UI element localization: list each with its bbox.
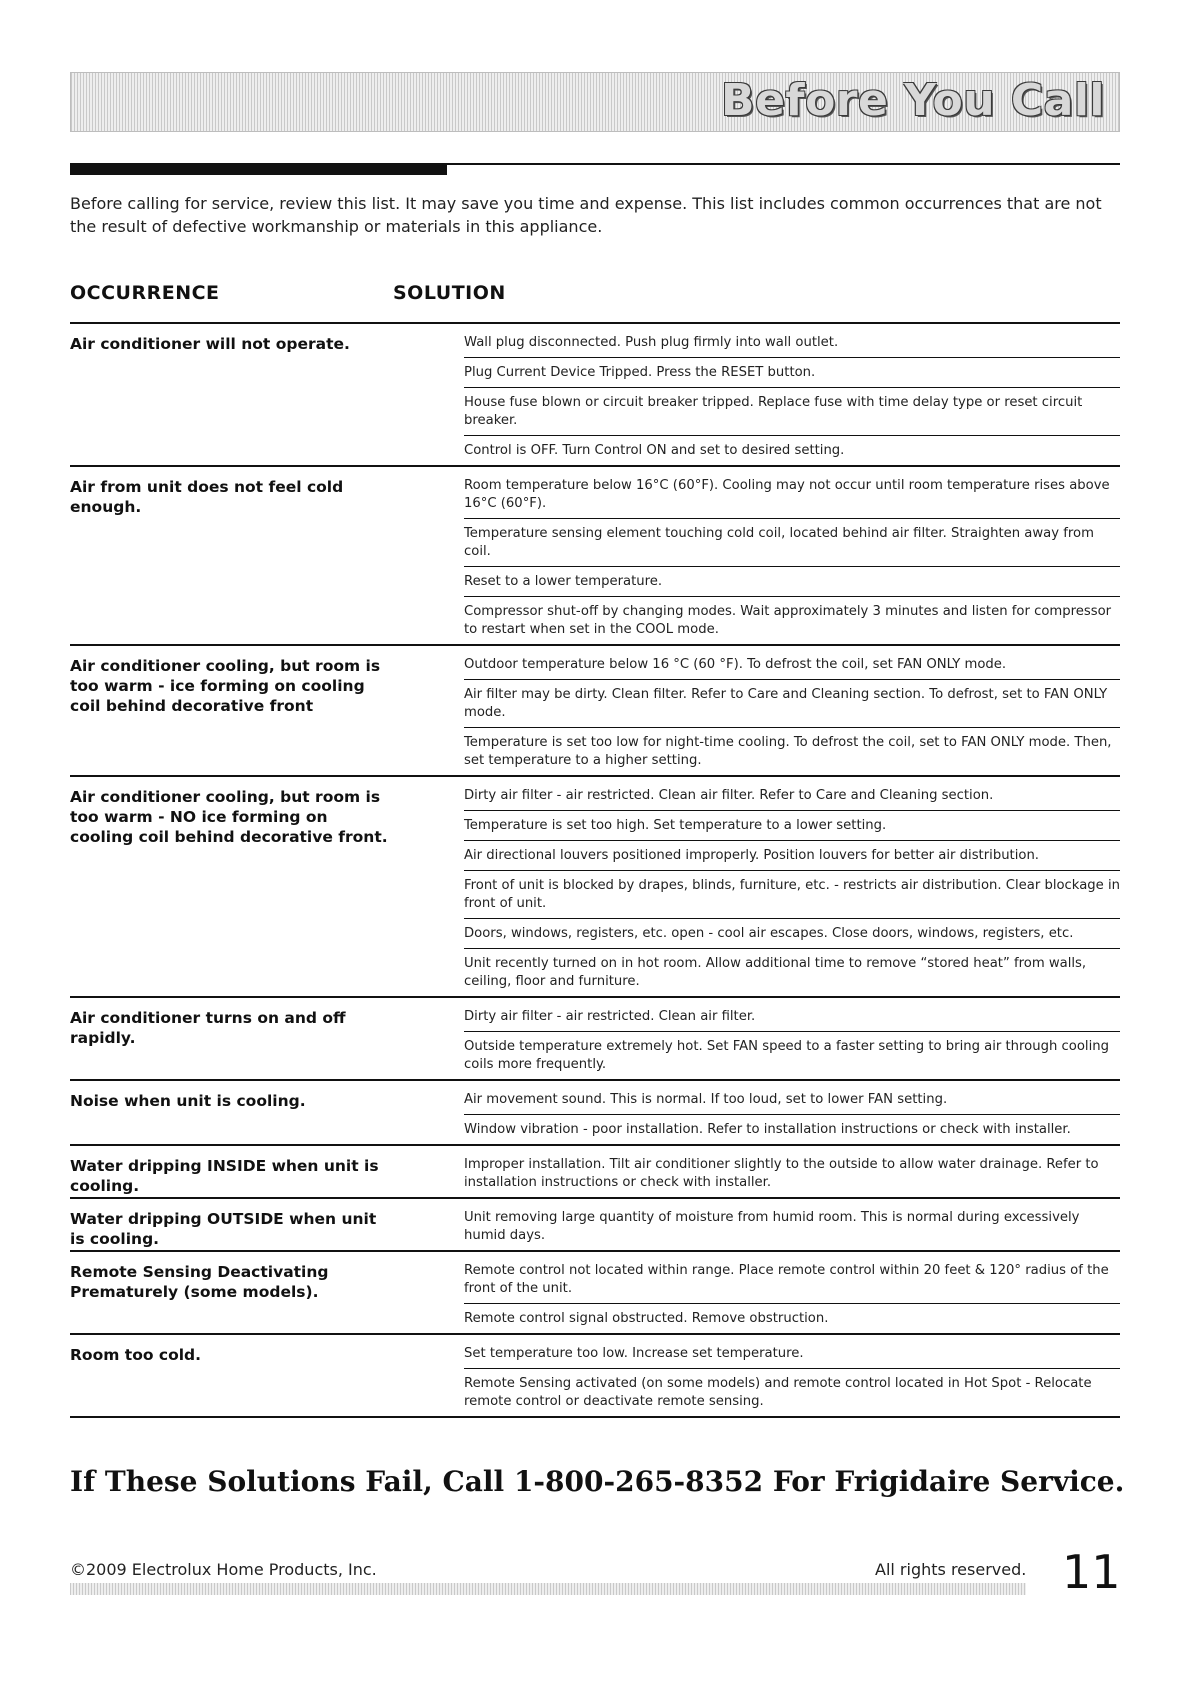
solution-item: Window vibration - poor installation. Refer to installation instructions or check with installer. (464, 1114, 1120, 1144)
page-number: 11 (1062, 1545, 1121, 1599)
solution-item: Improper installation. Tilt air conditioner slightly to the outside to allow water drainage. Refer to installation instructions or check with installer. (464, 1157, 1099, 1190)
occurrence-cell: Water dripping INSIDE when unit is cooling. (70, 1157, 379, 1195)
intro-paragraph: Before calling for service, review this list. It may save you time and expense. This list includes common occurrences that are not the result of defective workmanship or materials in this appliance. (70, 194, 1102, 236)
solution-item: Temperature sensing element touching cold coil, located behind air filter. Straighten away from coil. (464, 518, 1120, 566)
header-banner (70, 72, 1120, 132)
occurrence-cell: Room too cold. (70, 1346, 202, 1364)
solution-item: Dirty air filter - air restricted. Clean air filter. Refer to Care and Cleaning section. (464, 788, 994, 803)
solution-item: Air filter may be dirty. Clean filter. Refer to Care and Cleaning section. To defrost, set to FAN ONLY mode. (464, 679, 1120, 727)
solution-item: Dirty air filter - air restricted. Clean air filter. (464, 1009, 756, 1024)
service-call-banner: If These Solutions Fail, Call 1-800-265-8352 For Frigidaire Service. (70, 1465, 1125, 1498)
solution-list (464, 646, 1120, 775)
table-row (70, 322, 1120, 465)
solution-item: Compressor shut-off by changing modes. Wait approximately 3 minutes and listen for compressor to restart when set in the COOL mode. (464, 596, 1120, 644)
solution-list (464, 1146, 1120, 1197)
table-row (70, 1079, 1120, 1144)
rights-reserved-text: All rights reserved. (875, 1560, 1027, 1579)
solution-list (464, 1081, 1120, 1144)
occurrence-cell: Air conditioner cooling, but room is too warm - NO ice forming on cooling coil behind decorative front. (70, 788, 388, 846)
header-rule-accent (70, 163, 447, 175)
solution-item: Unit removing large quantity of moisture from humid room. This is normal during excessively humid days. (464, 1210, 1080, 1243)
solution-item: Control is OFF. Turn Control ON and set to desired setting. (464, 435, 1120, 465)
solution-item: Outdoor temperature below 16 °C (60 °F). To defrost the coil, set FAN ONLY mode. (464, 657, 1007, 672)
occurrence-cell: Air conditioner cooling, but room is too warm - ice forming on cooling coil behind decorative front (70, 657, 381, 715)
occurrence-cell: Water dripping OUTSIDE when unit is cooling. (70, 1210, 377, 1248)
solution-item: Remote control not located within range. Place remote control within 20 feet & 120° radius of the front of the unit. (464, 1263, 1109, 1296)
table-row (70, 996, 1120, 1079)
solution-item: Air directional louvers positioned improperly. Position louvers for better air distribution. (464, 840, 1120, 870)
solution-item: Remote Sensing activated (on some models) and remote control located in Hot Spot - Relocate remote control or deactivate remote sensing. (464, 1368, 1120, 1416)
footer-bar (70, 1583, 1026, 1595)
table-row (70, 465, 1120, 644)
occurrence-cell: Remote Sensing Deactivating Prematurely (some models). (70, 1263, 329, 1301)
solution-list (464, 324, 1120, 465)
solution-item: Set temperature too low. Increase set temperature. (464, 1346, 804, 1361)
occurrence-cell: Air conditioner turns on and off rapidly. (70, 1009, 346, 1047)
solution-list (464, 1335, 1120, 1416)
table-row (70, 644, 1120, 775)
occurrence-cell: Air from unit does not feel cold enough. (70, 478, 344, 516)
table-bottom-rule (70, 1416, 1120, 1418)
table-row (70, 775, 1120, 996)
copyright-text: ©2009 Electrolux Home Products, Inc. (70, 1560, 377, 1579)
solution-list (464, 998, 1120, 1079)
table-row (70, 1197, 1120, 1250)
solution-item: Unit recently turned on in hot room. Allow additional time to remove “stored heat” from walls, ceiling, floor and furniture. (464, 948, 1120, 996)
page-title: Before You Call (721, 75, 1105, 126)
solution-item: Temperature is set too low for night-time cooling. To defrost the coil, set to FAN ONLY mode. Then, set temperature to a higher setting. (464, 727, 1120, 775)
solution-list (464, 1252, 1120, 1333)
table-row (70, 1333, 1120, 1416)
occurrence-cell: Noise when unit is cooling. (70, 1092, 306, 1110)
solution-item: Air movement sound. This is normal. If too loud, set to lower FAN setting. (464, 1092, 948, 1107)
solution-item: Outside temperature extremely hot. Set FAN speed to a faster setting to bring air through cooling coils more frequently. (464, 1031, 1120, 1079)
solution-item: Plug Current Device Tripped. Press the RESET button. (464, 357, 1120, 387)
solution-list (464, 1199, 1120, 1250)
occurrence-cell: Air conditioner will not operate. (70, 335, 350, 353)
troubleshooting-table (70, 322, 1120, 1418)
solution-item: Remote control signal obstructed. Remove obstruction. (464, 1303, 1120, 1333)
occurrence-column-header: OCCURRENCE (70, 282, 220, 304)
table-row (70, 1144, 1120, 1197)
table-row (70, 1250, 1120, 1333)
solution-item: House fuse blown or circuit breaker tripped. Replace fuse with time delay type or reset circuit breaker. (464, 387, 1120, 435)
solution-list (464, 467, 1120, 644)
solution-list (464, 777, 1120, 996)
solution-item: Reset to a lower temperature. (464, 566, 1120, 596)
solution-column-header: SOLUTION (393, 282, 506, 304)
solution-item: Room temperature below 16°C (60°F). Cooling may not occur until room temperature rises above 16°C (60°F). (464, 478, 1110, 511)
solution-item: Temperature is set too high. Set temperature to a lower setting. (464, 810, 1120, 840)
solution-item: Front of unit is blocked by drapes, blinds, furniture, etc. - restricts air distribution. Clear blockage in front of unit. (464, 870, 1120, 918)
solution-item: Wall plug disconnected. Push plug firmly into wall outlet. (464, 335, 839, 350)
solution-item: Doors, windows, registers, etc. open - cool air escapes. Close doors, windows, registers, etc. (464, 918, 1120, 948)
